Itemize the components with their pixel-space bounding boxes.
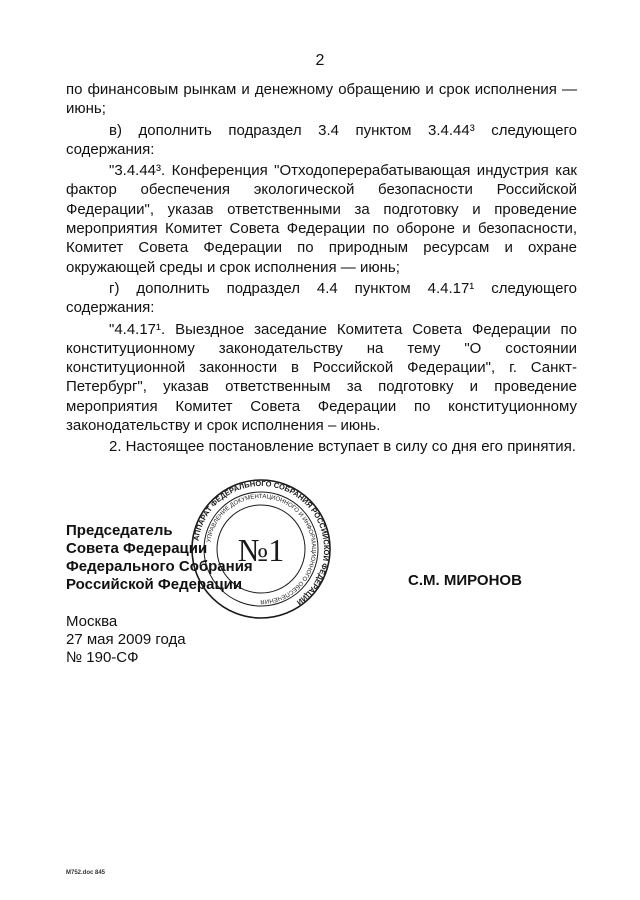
seal-inner-text: УПРАВЛЕНИЕ ДОКУМЕНТАЦИОННОГО И ИНФОРМАЦИОННОГО ОБЕСПЕЧЕНИЯ [206, 493, 317, 605]
paragraph-quote-4-4-17: "4.4.17¹. Выездное заседание Комитета Совета Федерации по конституционному законодательству на тему "О состоянии конституционной законности в Российской Федерации", г. Санкт-Петербург", указав ответственным за подготовку и проведение мероприятия Комитет Совета Федерации по конституционному законодательству и срок исполнения – июнь. [66, 320, 577, 435]
official-seal [190, 478, 332, 620]
footer-file-code: М752.doc 845 [66, 870, 106, 876]
issue-number: № 190-СФ [66, 649, 139, 666]
resolution-body [66, 80, 577, 457]
signer-name: С.М. МИРОНОВ [408, 572, 522, 589]
seal-outer-text: АППАРАТ ФЕДЕРАЛЬНОГО СОБРАНИЯ РОССИЙСКОЙ ФЕДЕРАЦИИ [191, 478, 332, 608]
signature-title-line1: Председатель [66, 522, 173, 539]
issue-city: Москва [66, 613, 118, 630]
paragraph-item-2: 2. Настоящее постановление вступает в силу со дня его принятия. [109, 438, 576, 456]
paragraph-line1: по финансовым рынкам и денежному обращению и срок исполнения — июнь; [66, 81, 577, 118]
page-number: 2 [315, 52, 325, 69]
paragraph-quote-3-4-44: "3.4.44³. Конференция "Отходоперерабатывающая индустрия как фактор обеспечения экологической безопасности Российской Федерации", указав ответственными за подготовку и проведение мероприятия Комитет Совета Федерации по обороне и безопасности, Комитет Совета Федерации по природным ресурсам и охране окружающей среды и срок исполнения — июнь; [66, 162, 577, 276]
signature-title-line3: Федерального Собрания [66, 558, 253, 575]
paragraph-item-v: в) дополнить подраздел 3.4 пунктом 3.4.44³ следующего содержания: [66, 121, 577, 158]
issue-date: 27 мая 2009 года [66, 631, 186, 648]
issue-block [66, 613, 186, 667]
seal-number: №1 [237, 532, 285, 568]
paragraph-item-g: г) дополнить подраздел 4.4 пунктом 4.4.17¹ следующего содержания: [66, 279, 577, 317]
signature-title-line4: Российской Федерации [66, 576, 243, 593]
signature-title-line2: Совета Федерации [66, 540, 208, 557]
